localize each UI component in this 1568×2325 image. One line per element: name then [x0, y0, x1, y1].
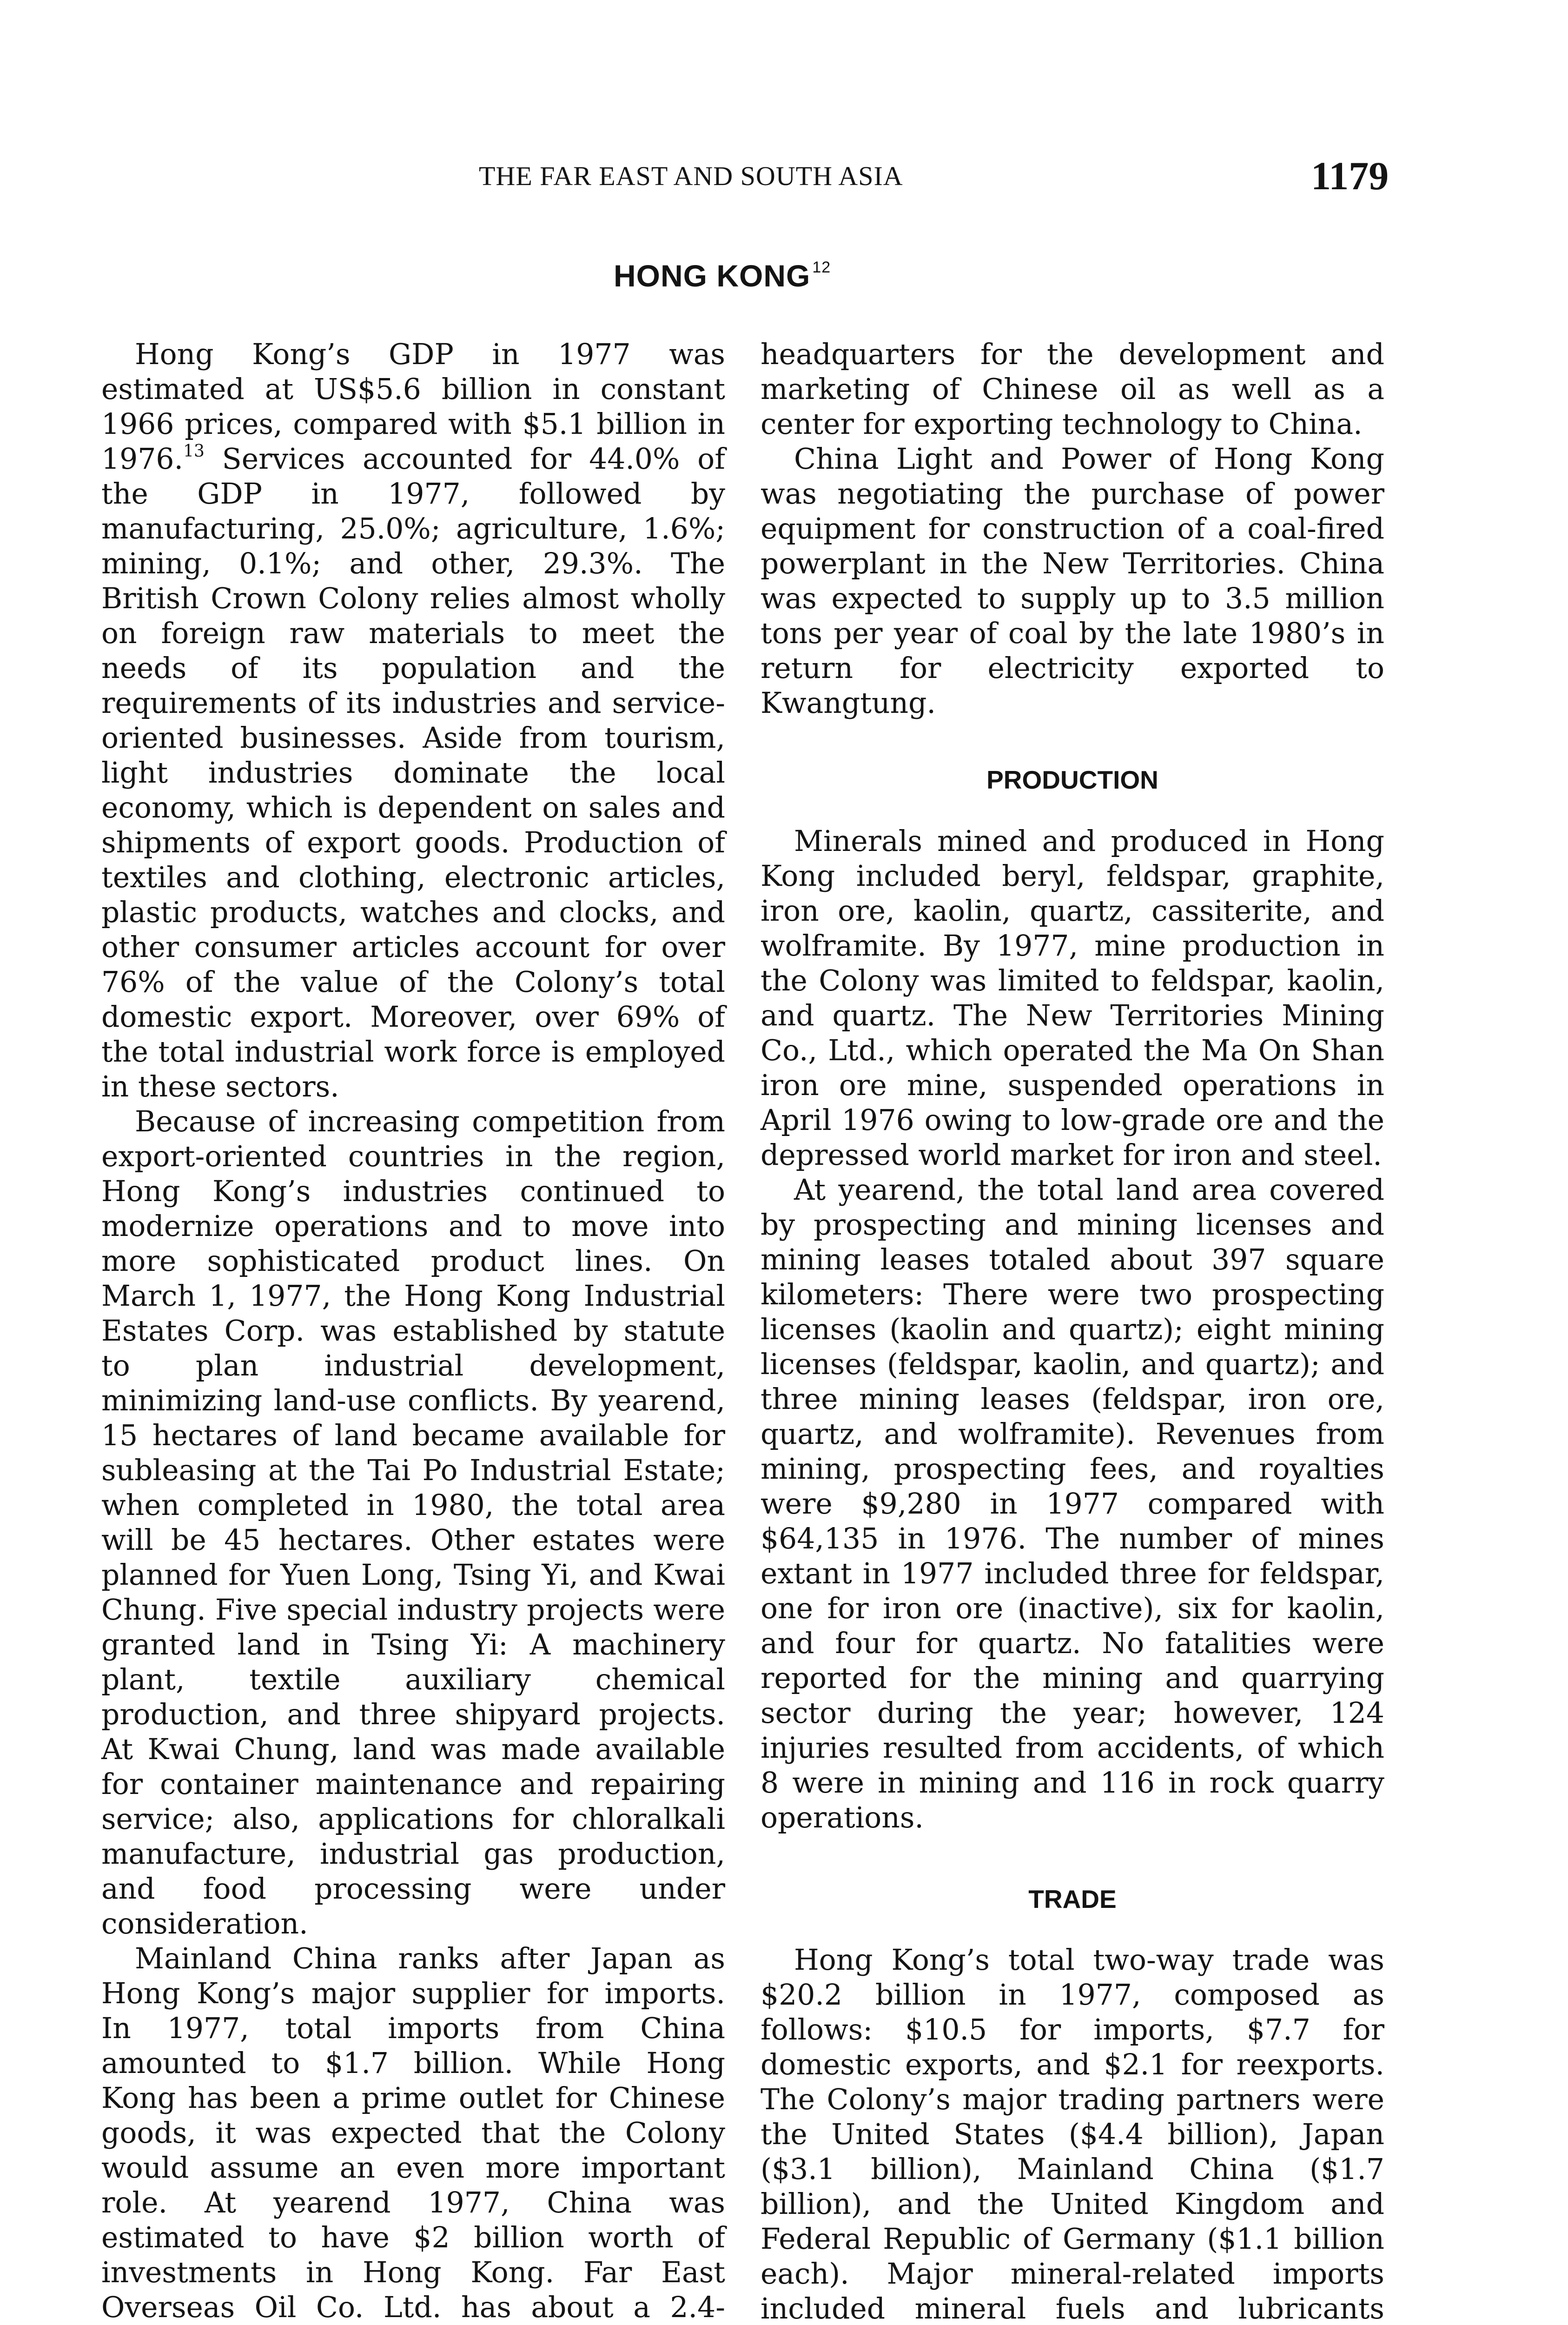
production-heading: PRODUCTION [986, 765, 1158, 794]
running-head: THE FAR EAST AND SOUTH ASIA [479, 161, 903, 191]
section-title-text: HONG KONG [614, 259, 811, 293]
section-title [614, 258, 831, 293]
paragraph-minerals: Minerals mined and produced in Hong Kong included beryl, feldspar, graphite, iron ore, kaolin, quartz, cassiterite, and wolframite. By 1977, mine production in the Colony was limited to feldspar, kaolin, and quartz. The New Territories Mining Co., Ltd., which operated the Ma On Shan iron ore mine, suspended operations in April 1976 owing to low-grade ore and the depressed world market for iron and steel. [761, 824, 1384, 1172]
paragraph-competition: Because of increasing competition from export-oriented countries in the region, Hong Kong’s industries continued to modernize operations and to move into more sophisticated product lines. On March 1, 1977, the Hong Kong Industrial Estates Corp. was established by statute to plan industrial development, minimizing land-use conflicts. By yearend, 15 hectares of land became available for subleasing at the Tai Po Industrial Estate; when completed in 1980, the total area will be 45 hectares. Other estates were planned for Yuen Long, Tsing Yi, and Kwai Chung. Five special industry projects were granted land in Tsing Yi: A machinery plant, textile auxiliary chemical production, and three shipyard projects. At Kwai Chung, land was made available for container maintenance and repairing service; also, applications for chloralkali manufacture, industrial gas production, and food processing were under consideration. [101, 1105, 725, 1940]
title-footnote-marker: 12 [812, 259, 831, 276]
footnote-marker-13: 13 [183, 442, 205, 461]
trade-heading: TRADE [1028, 1885, 1117, 1913]
paragraph-gdp [101, 337, 725, 1104]
paragraph-gdp-part2: Services accounted for 44.0% of the GDP in 1977, followed by manufacturing, 25.0%; agriculture, 1.6%; mining, 0.1%; and other, 29.3%. The British Crown Colony relies almost wholly on foreign raw materials to meet the needs of its population and the requirements of its industries and service-oriented businesses. Aside from tourism, light industries dominate the local economy, which is dependent on sales and shipments of export goods. Production of textiles and clothing, electronic articles, plastic products, watches and clocks, and other consumer articles account for over 76% of the value of the Colony’s total domestic export. Moreover, over 69% of the total industrial work force is employed in these sectors. [101, 442, 725, 1103]
left-column [101, 337, 725, 2325]
paragraph-trade: Hong Kong’s total two-way trade was $20.2 billion in 1977, composed as follows: $10.5 for imports, $7.7 for domestic exports, and $2.1 for reexports. The Colony’s major trading partners were the United States ($4.4 billion), Japan ($3.1 billion), Mainland China ($1.7 billion), and the United Kingdom and Federal Republic of Germany ($1.1 billion each). Major mineral-related imports included mineral fuels and lubricants [761, 1943, 1384, 2325]
paragraph-mainland-china: Mainland China ranks after Japan as Hong Kong’s major supplier for imports. In 1977, total imports from China amounted to $1.7 billion. While Hong Kong has been a prime outlet for Chinese goods, it was expected that the Colony would assume an even more important role. At yearend 1977, China was estimated to have $2 billion worth of investments in Hong Kong. Far East Overseas Oil Co. Ltd. has about a 2.4- [101, 1942, 725, 2324]
paragraph-continued: headquarters for the development and marketing of Chinese oil as well as a center for exporting technology to China. [761, 338, 1384, 441]
paragraph-china-light-power: China Light and Power of Hong Kong was negotiating the purchase of power equipment for construction of a coal-fired powerplant in the New Territories. China was expected to supply up to 3.5 million tons per year of coal by the late 1980’s in return for electricity exported to Kwangtung. [761, 442, 1384, 720]
paragraph-land-area: At yearend, the total land area covered by prospecting and mining licenses and mining leases totaled about 397 square kilometers: There were two prospecting licenses (kaolin and quartz); eight mining licenses (feldspar, kaolin, and quartz); and three mining leases (feldspar, iron ore, quartz, and wolframite). Revenues from mining, prospecting fees, and royalties were $9,280 in 1977 compared with $64,135 in 1976. The number of mines extant in 1977 included three for feldspar, one for iron ore (inactive), six for kaolin, and four for quartz. No fatalities were reported for the mining and quarrying sector during the year; however, 124 injuries resulted from accidents, of which 8 were in mining and 116 in rock quarry operations. [761, 1173, 1384, 1834]
page-number: 1179 [1311, 153, 1389, 198]
paragraph-gdp-part1: Hong Kong’s GDP in 1977 was estimated at US$5.6 billion in constant 1966 prices, compared with $5.1 billion in 1976. [101, 338, 725, 476]
right-column [761, 337, 1384, 2325]
